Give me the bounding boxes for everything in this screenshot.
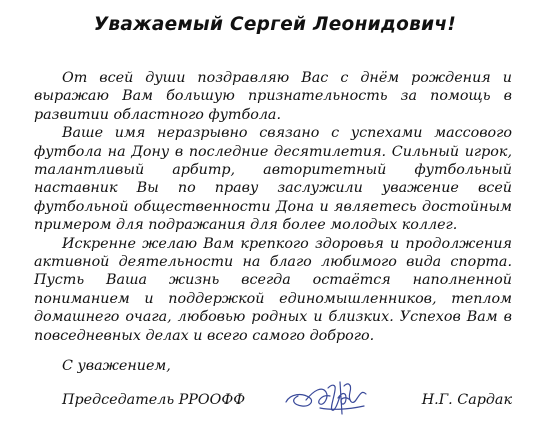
signatory-title: Председатель РРООФФ (62, 392, 246, 408)
letter-body (34, 69, 512, 345)
signature-block (62, 392, 512, 416)
letter-closing: С уважением, (62, 358, 171, 374)
signatory-name: Н.Г. Сардак (421, 392, 512, 408)
handwritten-signature (280, 380, 372, 416)
letter-paragraph: Искренне желаю Вам крепкого здоровья и продолжения активной деятельности на благо любимого вида спорта. Пусть Ваша жизнь всегда остаётся наполненной пониманием и поддержкой единомышленников, теплом домашнего очага, любовью родных и близких. Успехов Вам в повседневных делах и всего самого доброго. (34, 235, 512, 344)
letter-paragraph: От всей души поздравляю Вас с днём рождения и выражаю Вам большую признательность за помощь в развитии областного футбола. (34, 70, 512, 123)
letter-greeting: Уважаемый Сергей Леонидович! (93, 14, 457, 35)
letter-paragraph: Ваше имя неразрывно связано с успехами массового футбола на Дону в последние десятилетия. Сильный игрок, талантливый арбитр, авторитетный футбольный наставник Вы по праву заслужили уважение всей футбольной общественности Дона и являетесь достойным примером для подражания для более молодых коллег. (34, 125, 512, 234)
